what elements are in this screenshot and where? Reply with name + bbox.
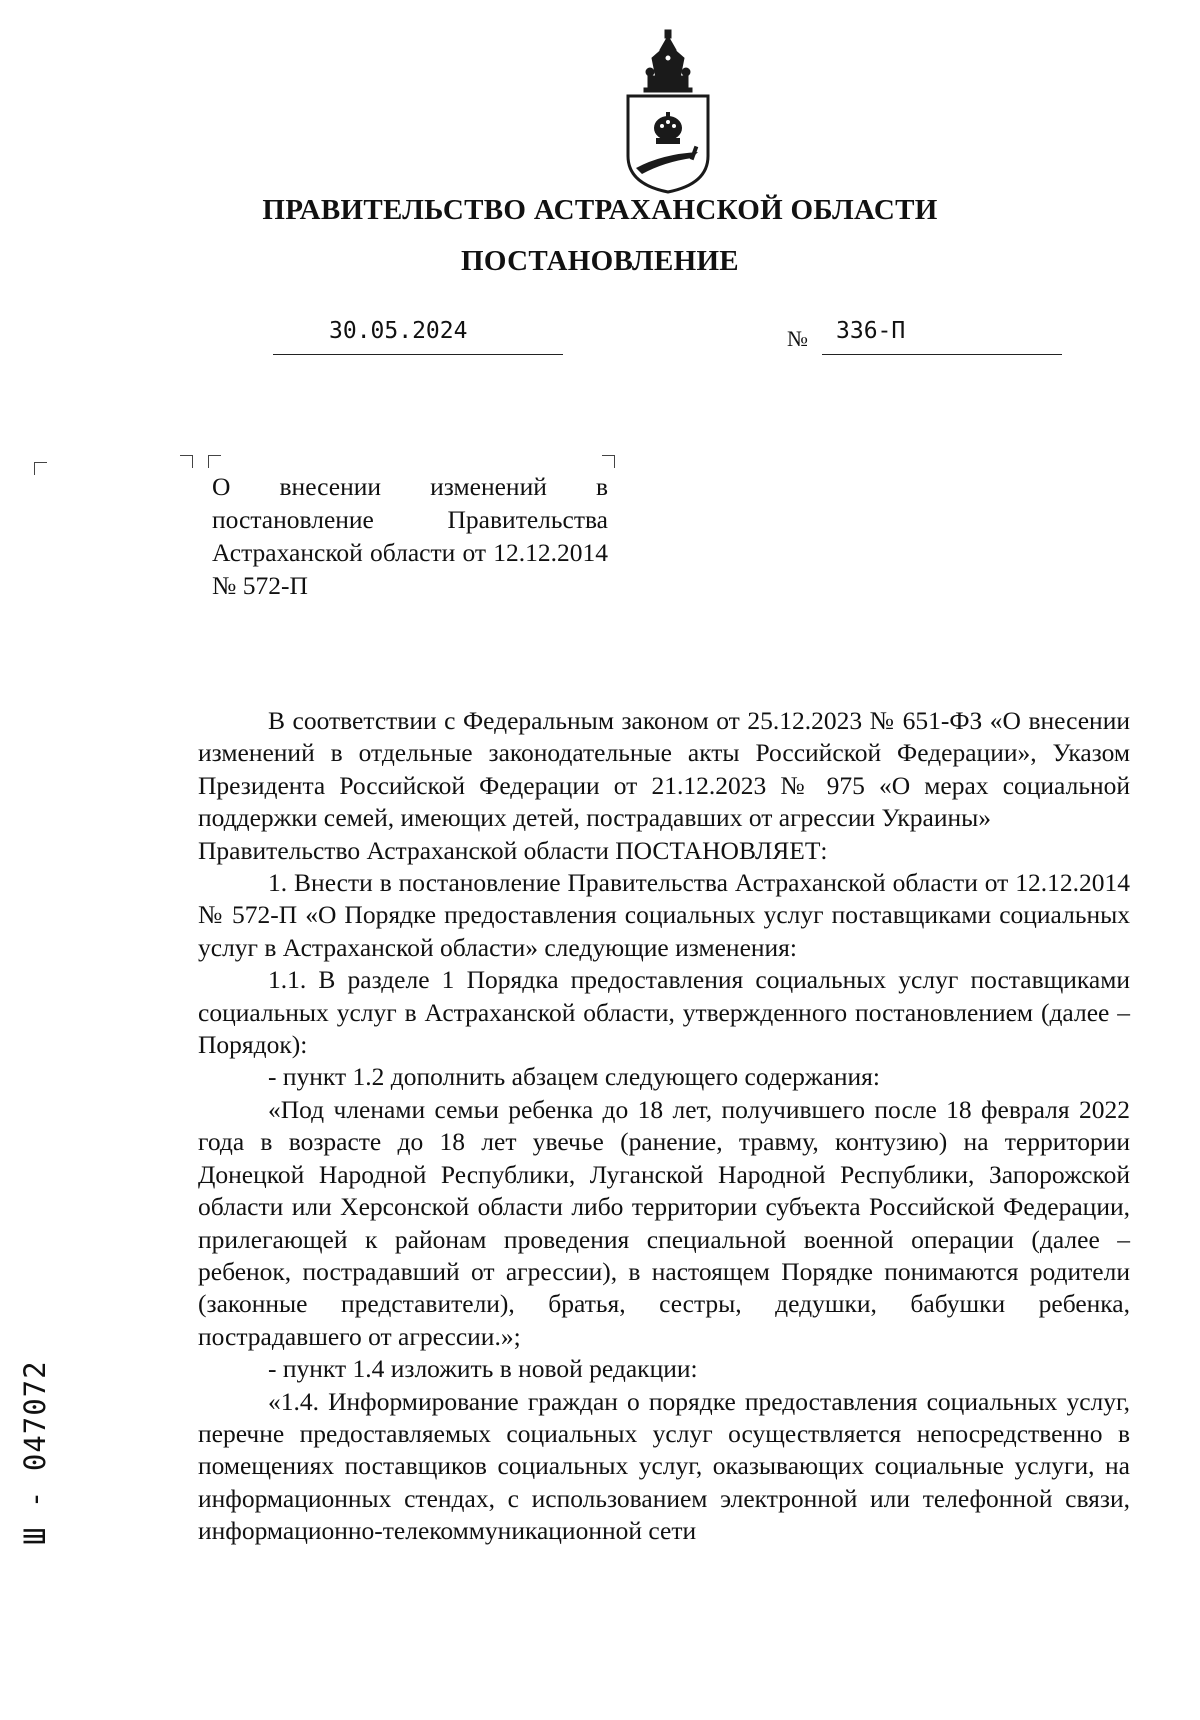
body-paragraph: - пункт 1.2 дополнить абзацем следующего содержания: [268, 1062, 880, 1092]
margin-corner-mark [34, 462, 47, 475]
document-body [198, 705, 1130, 1548]
government-title: ПРАВИТЕЛЬСТВО АСТРАХАНСКОЙ ОБЛАСТИ [262, 194, 938, 226]
body-paragraph: «Под членами семьи ребенка до 18 лет, получившего после 18 февраля 2022 года в возрасте до 18 лет увечье (ранение, травму, контузию) на территории Донецкой Народной Республики, Луганской Народной Республики, Запорожской области или Херсонской области либо территории субъекта Российской Федерации, прилегающей к районам проведения специальной военной операции (далее – ребенок, пострадавший от агрессии), в настоящем Порядке понимаются родители (законные представители), братья, сестры, дедушки, бабушки ребенка, пострадавшего от агрессии.»; [198, 1094, 1130, 1351]
body-paragraph: 1.1. В разделе 1 Порядка предоставления социальных услуг поставщиками социальных услуг в Астраханской области, утвержденного постановлением (далее – Порядок): [198, 965, 1130, 1060]
coat-of-arms-emblem [622, 28, 714, 196]
document-type-title: ПОСТАНОВЛЕНИЕ [461, 245, 739, 277]
body-paragraph: 1. Внести в постановление Правительства Астраханской области от 12.12.2014 № 572-П «О Порядке предоставления социальных услуг поставщиками социальных услуг в Астраханской области» следующие изменения: [198, 868, 1130, 962]
subject-corner-mark-top-left [208, 455, 221, 468]
number-value: 336-П [836, 318, 906, 344]
side-serial-code: Ш - 047072 [18, 1360, 52, 1545]
number-field [822, 318, 1062, 355]
document-subject: О внесении изменений в постановление Правительства Астраханской области от 12.12.2014 № 572-П [212, 472, 608, 600]
date-value: 30.05.2024 [329, 318, 468, 344]
subject-corner-mark-left [180, 455, 193, 468]
body-paragraph: В соответствии с Федеральным законом от 25.12.2023 № 651-ФЗ «О внесении изменений в отдельные законодательные акты Российской Федерации», Указом Президента Российской Федерации от 21.12.2023 № 975 «О мерах социальной поддержки семей, имеющих детей, пострадавших от агрессии Украины» [198, 706, 1130, 833]
body-paragraph: - пункт 1.4 изложить в новой редакции: [268, 1354, 698, 1384]
body-paragraph: Правительство Астраханской области ПОСТАНОВЛЯЕТ: [198, 835, 828, 865]
date-field [273, 318, 563, 355]
body-paragraph: «1.4. Информирование граждан о порядке предоставления социальных услуг, перечне предоставляемых социальных услуг осуществляется непосредственно в помещениях поставщиков социальных услуг, оказывающих социальные услуги, на информационных стендах, с использованием электронной или телефонной связи, информационно-телекоммуникационной сети [198, 1386, 1130, 1546]
number-sign: № [787, 326, 808, 351]
subject-corner-mark-top-right [602, 455, 615, 468]
